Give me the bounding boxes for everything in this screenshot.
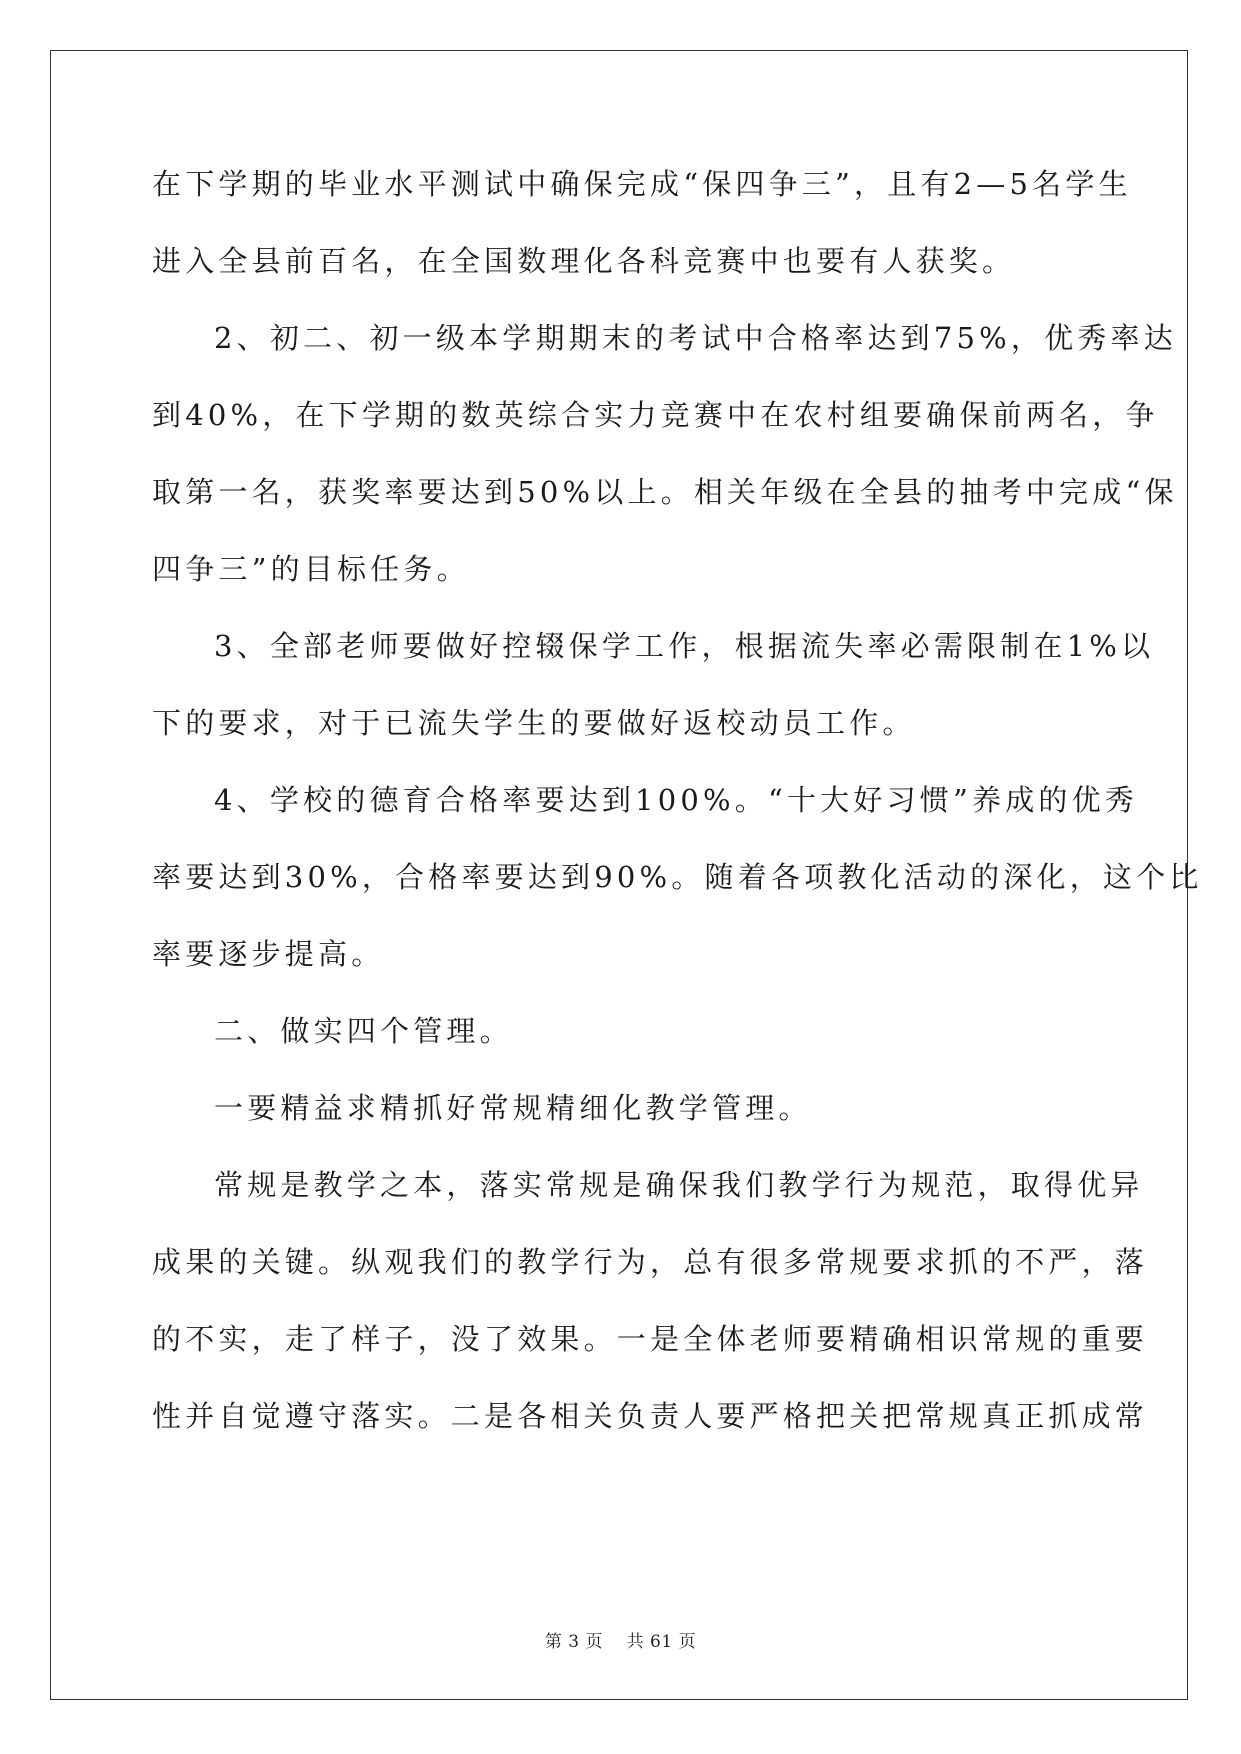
text-line: 到40%，在下学期的数英综合实力竞赛中在农村组要确保前两名，争 [152,398,1159,432]
document-body [152,167,1203,1477]
paragraph-line: 4、学校的德育合格率要达到100%。“十大好习惯”养成的优秀 [214,783,1139,817]
text-line: 率要逐步提高。 [152,937,385,971]
page-number: 第 3 页 [544,1632,604,1652]
text-line: 进入全县前百名，在全国数理化各科竞赛中也要有人获奖。 [152,244,1016,278]
total-pages: 共 61 页 [626,1632,697,1652]
page-footer [0,1627,1241,1652]
text-line: 下的要求，对于已流失学生的要做好返校动员工作。 [152,706,916,740]
text-line: 取第一名，获奖率要达到50%以上。相关年级在全县的抽考中完成“保 [152,475,1178,509]
text-line: 性并自觉遵守落实。二是各相关负责人要严格把关把常规真正抓成常 [152,1399,1149,1433]
section-heading: 二、做实四个管理。 [214,1014,513,1048]
text-line: 在下学期的毕业水平测试中确保完成“保四争三”，且有2—5名学生 [152,167,1132,201]
subsection-heading: 一要精益求精抓好常规精细化教学管理。 [214,1091,812,1125]
text-line: 的不实，走了样子，没了效果。一是全体老师要精确相识常规的重要 [152,1322,1149,1356]
paragraph-line: 3、全部老师要做好控辍保学工作，根据流失率必需限制在1%以 [214,629,1155,663]
text-line: 四争三”的目标任务。 [152,552,470,586]
text-line: 成果的关键。纵观我们的教学行为，总有很多常规要求抓的不严，落 [152,1245,1149,1279]
text-line: 率要达到30%，合格率要达到90%。随着各项教化活动的深化，这个比 [152,860,1203,894]
paragraph-line: 2、初二、初一级本学期期末的考试中合格率达到75%，优秀率达 [214,321,1177,355]
paragraph-line: 常规是教学之本，落实常规是确保我们教学行为规范，取得优异 [214,1168,1144,1202]
